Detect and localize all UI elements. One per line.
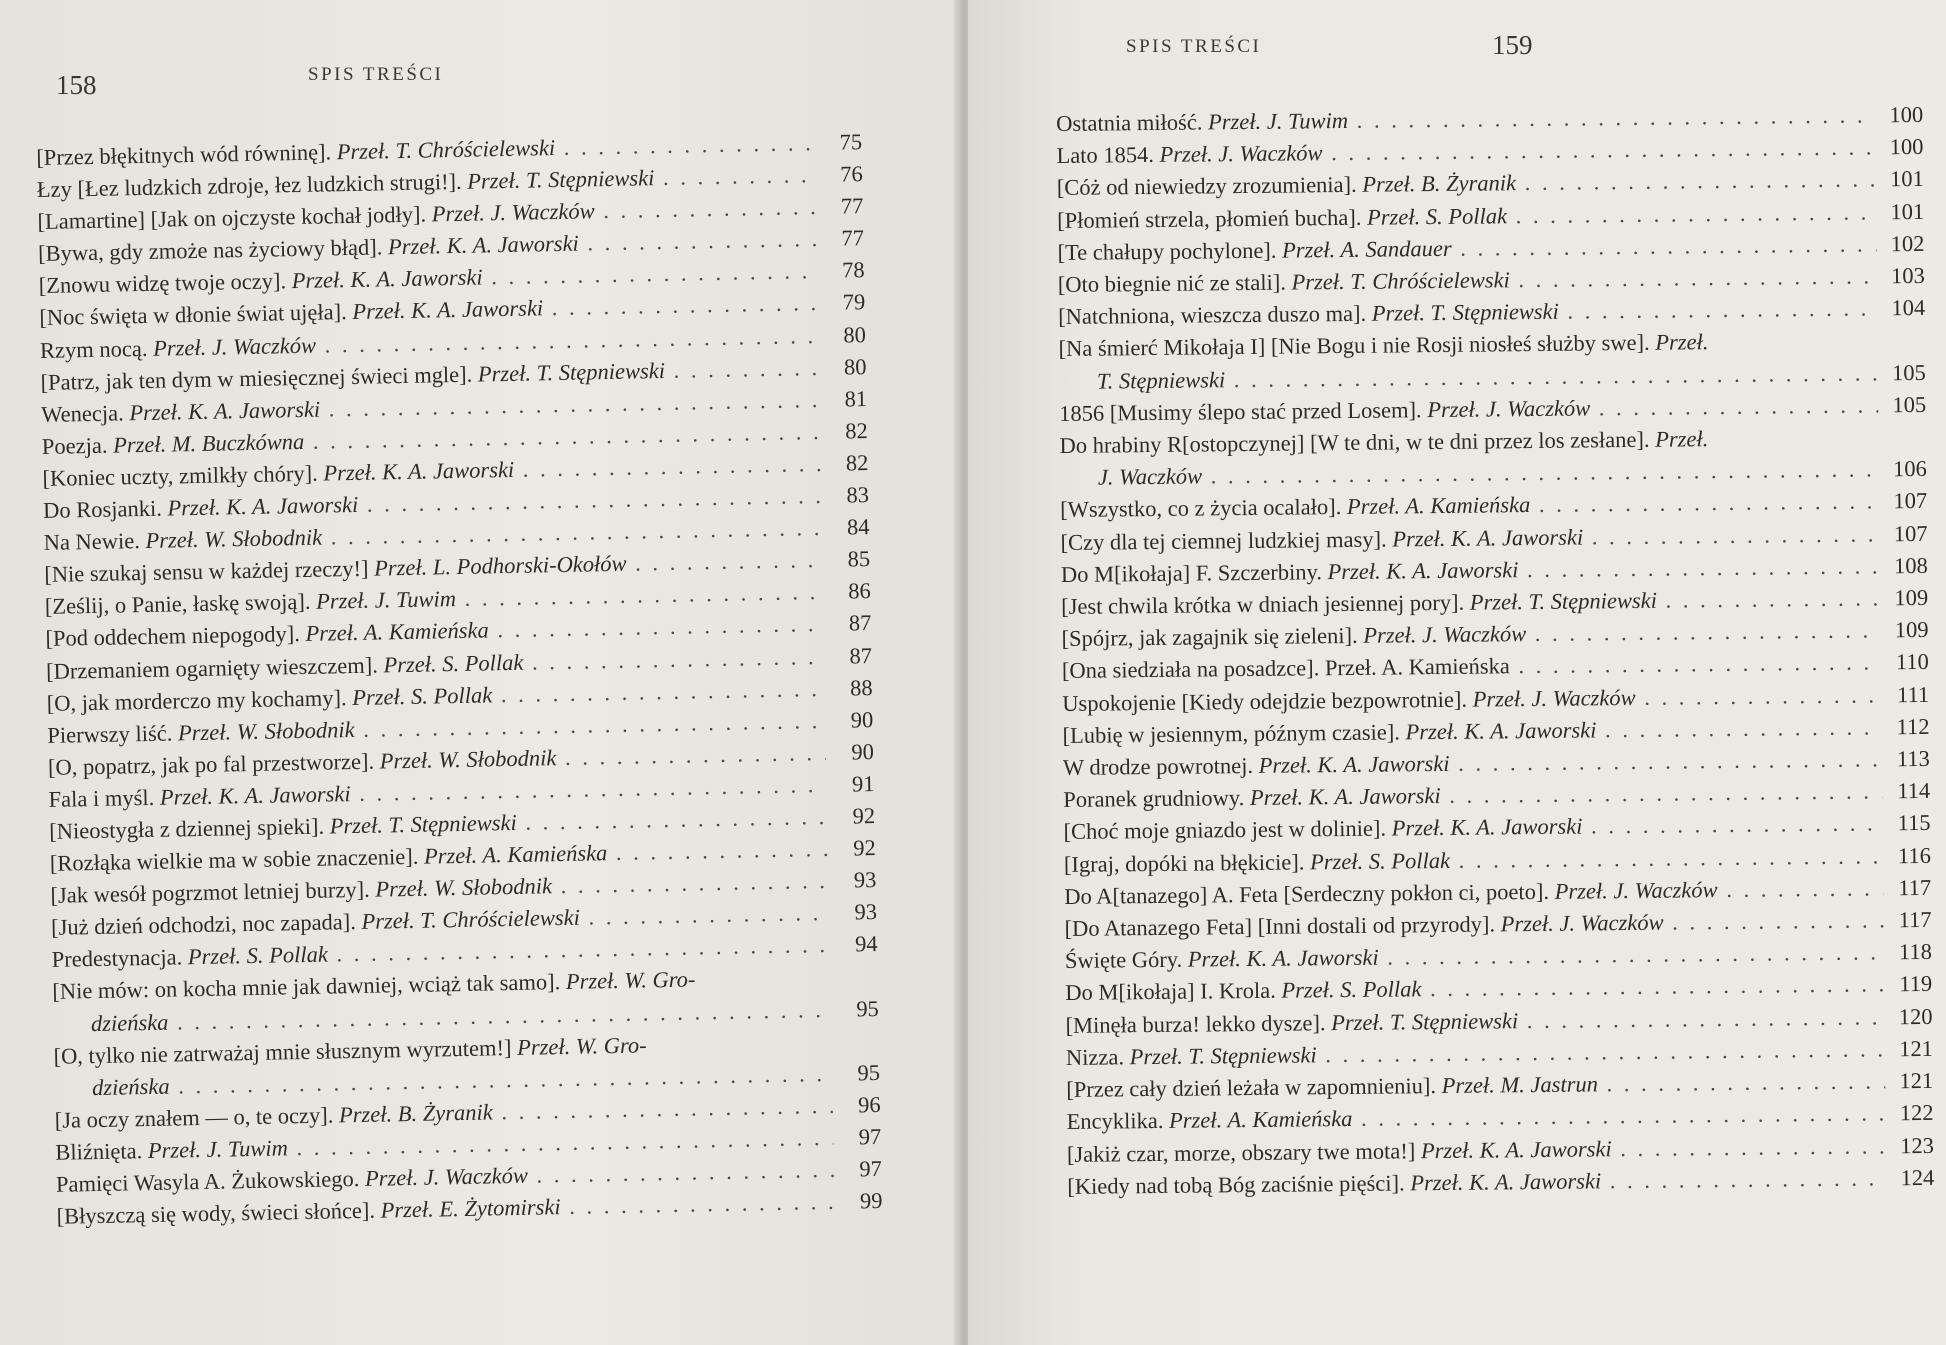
entry-title: [Rozłąka wielkie ma w sobie znaczenie].: [49, 843, 419, 876]
entry-page-number: 104: [1891, 295, 1926, 321]
entry-translator: Przeł. K. A. Jaworski: [323, 456, 515, 486]
entry-translator: Przeł. W. Słobodnik: [177, 716, 355, 746]
entry-translator: Przeł. T. Stępniewski: [1129, 1042, 1317, 1070]
entry-translator: Przeł. K. A. Jaworski: [1327, 557, 1519, 585]
running-head: SPIS TREŚCI: [1126, 36, 1262, 57]
table-of-contents: [36, 126, 883, 1233]
entry-translator: Przeł. B. Żyranik: [338, 1099, 493, 1128]
entry-page-number: 77: [840, 193, 864, 219]
entry-page-number: 117: [1898, 874, 1932, 901]
page-number: 159: [1492, 30, 1533, 60]
entry-title: [Koniec uczty, zmilkły chóry].: [42, 460, 318, 491]
entry-title: [Natchniona, wieszcza duszo ma].: [1058, 300, 1367, 330]
entry-translator: Przeł. T. Chróścielewski: [336, 135, 556, 165]
entry-translator: Przeł. W. Gro-: [516, 1032, 647, 1060]
entry-page-number: 78: [841, 257, 865, 283]
entry-page-number: 76: [840, 161, 864, 187]
entry-title: [Choć moje gniazdo jest w dolinie].: [1063, 816, 1387, 845]
entry-translator: Przeł.: [1655, 426, 1709, 452]
entry-translator: Przeł. K. A. Jaworski: [1391, 813, 1583, 841]
entry-translator: Przeł. S. Pollak: [1309, 847, 1451, 875]
entry-title: [Cóż od niewiedzy zrozumienia].: [1056, 172, 1357, 201]
entry-title: [Drzemaniem ogarnięty wieszczem].: [45, 652, 379, 684]
entry-title: Do Rosjanki.: [42, 495, 163, 523]
entry-page-number: 101: [1889, 166, 1924, 192]
entry-translator: Przeł. K. A. Jaworski: [387, 230, 580, 260]
entry-page-number: 87: [849, 642, 873, 668]
entry-title: Lato 1854.: [1056, 142, 1155, 169]
entry-title: Do A[tanazego] A. Feta [Serdeczny pokłon ci, poeto].: [1064, 878, 1550, 909]
entry-title: [Na śmierć Mikołaja I] [Nie Bogu i nie Rosji niosłeś służby swe].: [1058, 330, 1650, 362]
toc-entry: [1058, 324, 1926, 397]
entry-translator: Przeł. K. A. Jaworski: [159, 780, 351, 810]
entry-translator: Przeł. S. Pollak: [187, 941, 329, 970]
entry-title: [Patrz, jak ten dym w miesięcznej świeci mgle].: [40, 361, 473, 395]
right-page: [968, 0, 1946, 1345]
entry-translator: Przeł. J. Waczków: [1500, 909, 1664, 937]
entry-page-number: 109: [1894, 584, 1929, 611]
entry-page-number: 122: [1899, 1100, 1934, 1126]
entry-translator: Przeł. J. Waczków: [1427, 395, 1591, 422]
entry-title: Wenecja.: [40, 400, 124, 427]
entry-title: [Lamartine] [Jak on ojczyste kochał jodły].: [37, 201, 427, 235]
entry-title: Bliźnięta.: [55, 1138, 143, 1165]
running-head: SPIS TREŚCI: [308, 64, 444, 85]
entry-title: [Nie mów: on kocha mnie jak dawniej, wciąż tak samo].: [52, 969, 561, 1005]
entry-page-number: 84: [846, 514, 870, 540]
entry-translator: Przeł. K. A. Jaworski: [1392, 524, 1584, 552]
entry-page-number: 107: [1893, 488, 1928, 514]
entry-title: [Jakiż czar, morze, obszary twe mota!]: [1066, 1137, 1416, 1167]
entry-translator-continued: J. Waczków: [1097, 463, 1203, 490]
entry-translator: Przeł. J. Tuwim: [315, 586, 457, 615]
entry-title: [Ona siedziała na posadzce].: [1061, 655, 1320, 684]
entry-translator: Przeł. K. A. Jaworski: [1405, 717, 1597, 745]
entry-title: [Przez cały dzień leżała w zapomnieniu].: [1066, 1073, 1437, 1103]
entry-page-number: 123: [1900, 1132, 1935, 1158]
entry-translator: Przeł. E. Żytomirski: [380, 1194, 561, 1223]
entry-translator: Przeł. T. Chróścielewski: [1291, 267, 1510, 295]
entry-title: [Znowu widzę twoje oczy].: [38, 268, 287, 299]
entry-title: 1856 [Musimy ślepo stać przed Losem].: [1059, 397, 1422, 426]
entry-title: [Ześlij, o Panie, łaskę swoją].: [44, 589, 311, 620]
entry-page-number: 93: [853, 867, 877, 893]
entry-page-number: 110: [1895, 649, 1929, 675]
entry-title: [Nie szukaj sensu w każdej rzeczy!]: [44, 555, 369, 588]
entry-page-number: 100: [1889, 101, 1924, 128]
entry-translator: Przeł. K. A. Jaworski: [167, 491, 359, 521]
entry-page-number: 119: [1899, 971, 1933, 997]
entry-page-number: 103: [1890, 262, 1925, 289]
entry-page-number: 107: [1893, 520, 1928, 546]
entry-title: [Jest chwila krótka w dniach jesiennej pory].: [1061, 589, 1465, 620]
entry-page-number: 97: [859, 1155, 883, 1182]
entry-translator: Przeł. K. A. Jaworski: [1420, 1135, 1612, 1163]
entry-translator: Przeł. T. Stępniewski: [1330, 1007, 1519, 1035]
entry-page-number: 81: [844, 385, 868, 412]
entry-page-number: 80: [843, 353, 867, 380]
entry-translator: Przeł.: [1655, 329, 1709, 356]
entry-page-number: 77: [841, 225, 865, 251]
entry-title: Pamięci Wasyla A. Żukowskiego.: [55, 1165, 360, 1197]
entry-translator: Przeł. K. A. Jaworski: [352, 295, 544, 325]
entry-title: W drodze powrotnej.: [1062, 753, 1254, 781]
entry-page-number: 90: [851, 738, 875, 765]
entry-title: [Bywa, gdy zmoże nas życiowy błąd].: [37, 234, 383, 267]
entry-page-number: 102: [1890, 230, 1925, 257]
entry-title: [O, jak morderczo my kochamy].: [46, 684, 347, 716]
entry-translator: Przeł. S. Pollak: [1281, 976, 1422, 1004]
entry-page-number: 105: [1892, 391, 1927, 418]
entry-page-number: 88: [849, 674, 873, 701]
entry-title: Do M[ikołaja] I. Krola.: [1065, 978, 1276, 1006]
entry-translator: Przeł. W. Gro-: [565, 966, 696, 995]
entry-page-number: 86: [848, 578, 872, 604]
entry-translator: Przeł. L. Podhorski-Okołów: [373, 550, 627, 581]
entry-title: Nizza.: [1065, 1044, 1125, 1070]
entry-translator: Przeł. A. Kamieńska: [1346, 492, 1531, 520]
entry-translator: Przeł. A. Kamieńska: [305, 617, 489, 647]
entry-title: [Jak wesół pogrzmot letniej burzy].: [50, 876, 370, 909]
entry-title: [Przez błękitnych wód równinę].: [36, 139, 332, 170]
entry-translator: Przeł. K. A. Jaworski: [1258, 750, 1450, 778]
entry-title: [Minęła burza! lekko dysze].: [1065, 1009, 1326, 1038]
entry-page-number: 92: [852, 835, 876, 861]
entry-translator: Przeł. T. Stępniewski: [329, 809, 518, 839]
entry-page-number: 101: [1890, 198, 1925, 224]
entry-translator: Przeł. M. Buczkówna: [112, 428, 305, 458]
entry-page-number: 112: [1896, 713, 1930, 740]
entry-translator: Przeł. J. Waczków: [1159, 140, 1323, 168]
entry-page-number: 114: [1897, 778, 1931, 804]
entry-title: Poranek grudniowy.: [1063, 785, 1245, 813]
entry-title: [Te chałupy pochylone].: [1057, 237, 1277, 265]
entry-title: Predestynacja.: [51, 944, 183, 973]
entry-page-number: 94: [854, 931, 878, 957]
entry-title: [Wszystko, co z życia ocalało].: [1060, 494, 1342, 523]
entry-page-number: 100: [1889, 134, 1924, 160]
entry-title: [O, popatrz, jak po fal przestworze].: [47, 748, 375, 780]
entry-title: Łzy [Łez ludzkich zdroje, łez ludzkich strugi!].: [36, 168, 462, 203]
entry-title: Encyklika.: [1066, 1108, 1164, 1135]
entry-title: [Ja oczy znałem — o, te oczy].: [54, 1102, 334, 1133]
entry-title: [Pod oddechem niepogody].: [45, 621, 301, 652]
entry-translator: Przeł. K. A. Jaworski: [1249, 783, 1441, 811]
entry-page-number: 113: [1896, 745, 1930, 772]
entry-translator: Przeł. T. Stępniewski: [1469, 587, 1658, 615]
table-of-contents: [1056, 99, 1934, 1203]
entry-title: Ostatnia miłość.: [1056, 109, 1203, 136]
entry-translator: Przeł. A. Kamieńska: [423, 840, 608, 869]
entry-title: Do M[ikołaja] F. Szczerbiny.: [1060, 559, 1323, 587]
entry-title: [Płomień strzela, płomień bucha].: [1057, 204, 1362, 233]
entry-page-number: 91: [851, 770, 875, 797]
entry-translator: Przeł. S. Pollak: [1366, 202, 1508, 230]
entry-translator: Przeł. J. Waczków: [1472, 684, 1636, 712]
entry-translator: Przeł. J. Tuwim: [147, 1135, 289, 1163]
entry-title: Do hrabiny R[ostopczynej] [W te dni, w te dni przez los zesłane].: [1059, 426, 1650, 459]
entry-page-number: 121: [1899, 1035, 1934, 1062]
entry-page-number: 95: [857, 1059, 881, 1086]
entry-translator: Przeł. K. A. Jaworski: [1410, 1168, 1602, 1196]
entry-title: Rzym nocą.: [39, 335, 148, 363]
entry-translator: Przeł. J. Waczków: [364, 1162, 529, 1191]
entry-translator-continued: dzieńska: [91, 1073, 170, 1100]
entry-page-number: 93: [854, 899, 878, 925]
entry-translator: Przeł. T. Chróścielewski: [361, 904, 581, 935]
entry-translator: Przeł. S. Pollak: [352, 681, 493, 710]
entry-title: Poezja.: [41, 432, 108, 459]
entry-translator: Przeł. B. Żyranik: [1362, 170, 1517, 198]
entry-translator: Przeł. J. Waczków: [431, 198, 595, 227]
entry-title: [Oto biegnie nić ze stali].: [1057, 269, 1287, 298]
entry-page-number: 75: [839, 129, 863, 155]
entry-page-number: 116: [1897, 842, 1932, 868]
entry-page-number: 97: [858, 1123, 882, 1150]
entry-page-number: 82: [845, 450, 869, 476]
entry-page-number: 109: [1894, 617, 1929, 643]
entry-translator: Przeł. A. Sandauer: [1281, 235, 1452, 263]
entry-page-number: 79: [842, 289, 866, 316]
entry-title: Na Newie.: [43, 528, 141, 556]
entry-title: [Już dzień odchodzi, noc zapada].: [50, 909, 357, 941]
entry-translator: Przeł. S. Pollak: [383, 649, 524, 677]
entry-title: Fala i myśl.: [48, 784, 155, 812]
entry-page-number: 120: [1898, 1003, 1933, 1029]
entry-page-number: 87: [848, 610, 872, 636]
toc-entry: [1059, 421, 1927, 494]
entry-title: [Nieostygła z dziennej spieki].: [48, 813, 325, 844]
entry-title: [Spójrz, jak zagajnik się zieleni].: [1061, 623, 1358, 652]
entry-title: [Czy dla tej ciemnej ludzkiej masy].: [1060, 526, 1387, 555]
entry-title: Pierwszy liść.: [47, 720, 173, 748]
entry-translator: Przeł. W. Słobodnik: [145, 524, 323, 554]
entry-title: [Noc święta w dłonie świat ujęła].: [39, 299, 347, 331]
entry-title: [Igraj, dopóki na błękicie].: [1063, 849, 1305, 877]
entry-translator: Przeł. W. Słobodnik: [375, 873, 553, 902]
page-number: 158: [56, 70, 97, 100]
entry-page-number: 115: [1897, 810, 1931, 836]
entry-translator: Przeł. W. Słobodnik: [379, 744, 557, 774]
entry-page-number: 99: [859, 1188, 883, 1214]
entry-page-number: 106: [1892, 456, 1927, 482]
entry-translator: Przeł. T. Stępniewski: [1371, 298, 1559, 326]
entry-page-number: 83: [846, 482, 870, 508]
entry-translator: Przeł. T. Stępniewski: [467, 165, 655, 194]
entry-page-number: 124: [1900, 1164, 1935, 1190]
entry-title: [Kiedy nad tobą Bóg zaciśnie pięści].: [1067, 1170, 1405, 1199]
entry-translator: Przeł. J. Tuwim: [1207, 107, 1349, 135]
entry-title: Uspokojenie [Kiedy odejdzie bezpowrotnie].: [1062, 686, 1468, 716]
entry-translator-continued: dzieńska: [90, 1009, 169, 1036]
entry-page-number: 80: [843, 321, 867, 348]
entry-translator: Przeł. K. A. Jaworski: [1187, 944, 1379, 972]
entry-title: [O, tylko nie zatrważaj mnie słusznym wyrzutem!]: [53, 1034, 512, 1069]
entry-page-number: 92: [852, 802, 876, 829]
left-page: [0, 0, 962, 1345]
entry-page-number: 105: [1891, 359, 1926, 385]
entry-page-number: 111: [1896, 681, 1930, 707]
entry-title: [Do Atanazego Feta] [Inni dostali od przyrody].: [1064, 911, 1496, 942]
entry-translator: Przeł. J. Waczków: [1363, 621, 1527, 649]
entry-page-number: 82: [844, 417, 868, 444]
entry-page-number: 96: [857, 1091, 881, 1118]
entry-translator: Przeł. K. A. Jaworski: [291, 264, 483, 294]
entry-translator: Przeł. J. Waczków: [152, 332, 317, 361]
entry-translator: Przeł. J. Waczków: [1554, 876, 1718, 904]
entry-title: [Lubię w jesiennym, późnym czasie].: [1062, 719, 1401, 748]
entry-page-number: 90: [850, 706, 874, 733]
entry-page-number: 118: [1898, 939, 1933, 965]
entry-page-number: 108: [1893, 552, 1928, 579]
entry-translator: Przeł. A. Kamieńska: [1324, 653, 1510, 681]
entry-translator: Przeł. K. A. Jaworski: [129, 396, 321, 426]
entry-translator: Przeł. T. Stępniewski: [477, 357, 666, 387]
entry-title: Święte Góry.: [1064, 947, 1183, 974]
entry-page-number: 117: [1898, 906, 1932, 933]
entry-title: [Błyszczą się wody, świeci słońce].: [56, 1197, 376, 1229]
entry-translator-continued: T. Stępniewski: [1096, 366, 1226, 394]
entry-translator: Przeł. A. Kamieńska: [1168, 1106, 1353, 1134]
entry-page-number: 85: [847, 546, 871, 572]
entry-page-number: 95: [856, 995, 880, 1021]
entry-translator: Przeł. M. Jastrun: [1441, 1071, 1599, 1099]
entry-page-number: 121: [1899, 1067, 1934, 1094]
